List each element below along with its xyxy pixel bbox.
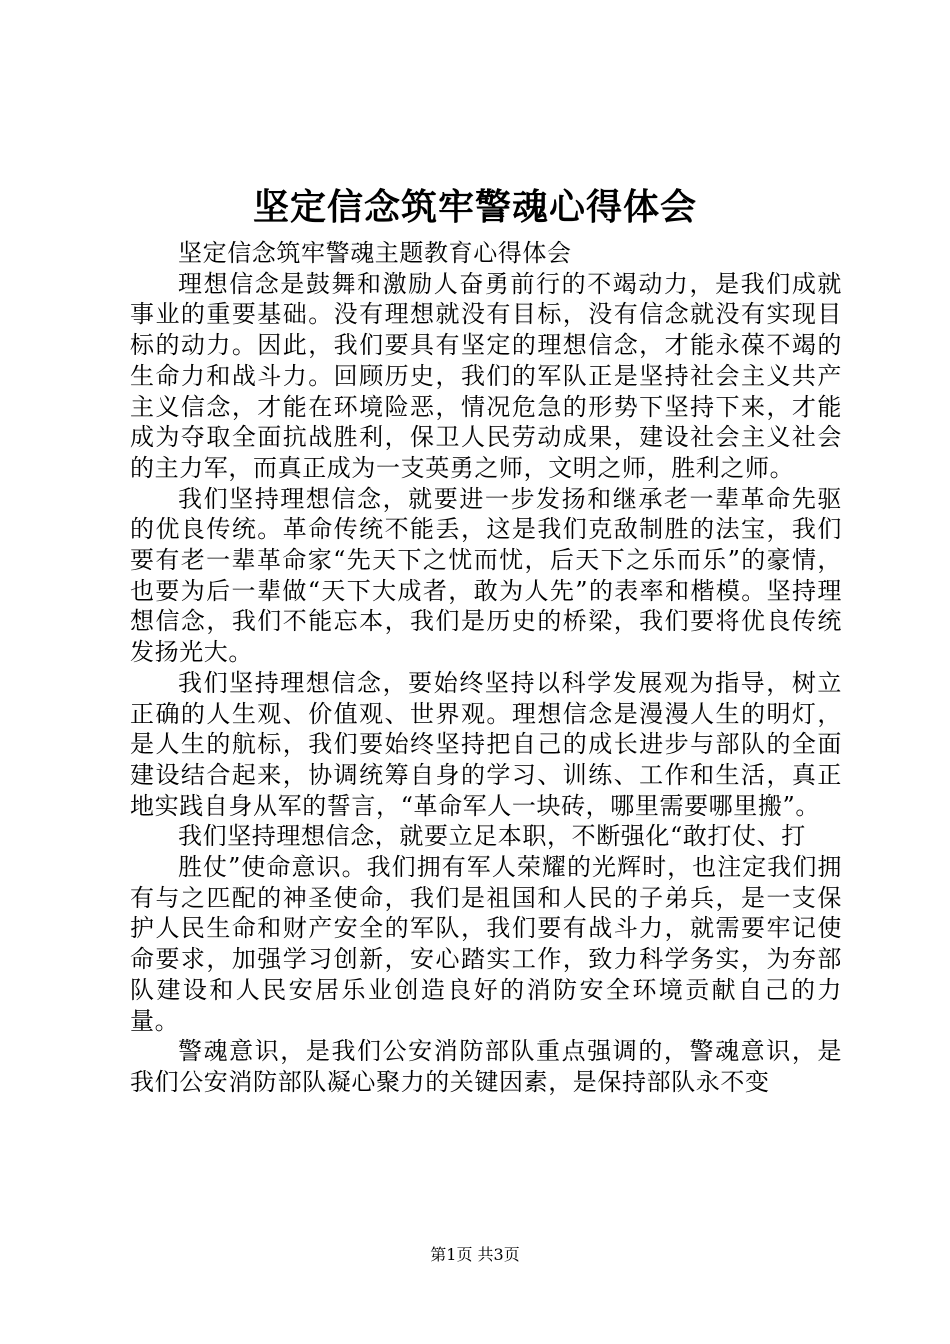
paragraph-subtitle: 坚定信念筑牢警魂主题教育心得体会 [178,239,572,267]
paragraph: 警魂意识，是我们公安消防部队重点强调的，警魂意识，是我们公安消防部队凝心聚力的关键因素，是保持部队永不变 [130,1037,842,1096]
paragraph: 我们坚持理想信念，就要立足本职，不断强化“敢打仗、打 [178,822,806,851]
document-body [130,238,842,1098]
page-footer: 第1页 共3页 [430,1245,520,1264]
paragraph: 我们坚持理想信念，要始终坚持以科学发展观为指导，树立正确的人生观、价值观、世界观。理想信念是漫漫人生的明灯，是人生的航标，我们要始终坚持把自己的成长进步与部队的全面建设结合起来，协调统筹自身的学习、训练、工作和生活，真正地实践自身从军的誓言，“革命军人一块砖，哪里需要哪里搬”。 [130,668,842,820]
paragraph: 我们坚持理想信念，就要进一步发扬和继承老一辈革命先驱的优良传统。革命传统不能丢，这是我们克敌制胜的法宝，我们要有老一辈革命家“先天下之忧而忧，后天下之乐而乐”的豪情，也要为后一辈做“天下大成者，敢为人先”的表率和楷模。坚持理想信念，我们不能忘本，我们是历史的桥梁，我们要将优良传统发扬光大。 [130,484,842,667]
paragraph: 胜仗”使命意识。我们拥有军人荣耀的光辉时，也注定我们拥有与之匹配的神圣使命，我们是祖国和人民的子弟兵，是一支保护人民生命和财产安全的军队，我们要有战斗力，就需要牢记使命要求，加强学习创新，安心踏实工作，致力科学务实，为夯部队建设和人民安居乐业创造良好的消防安全环境贡献自己的力量。 [130,853,842,1035]
paragraph: 理想信念是鼓舞和激励人奋勇前行的不竭动力，是我们成就事业的重要基础。没有理想就没有目标，没有信念就没有实现目标的动力。因此，我们要具有坚定的理想信念，才能永葆不竭的生命力和战斗力。回顾历史，我们的军队正是坚持社会主义共产主义信念，才能在环境险恶，情况危急的形势下坚持下来，才能成为夺取全面抗战胜利，保卫人民劳动成果，建设社会主义社会的主力军，而真正成为一支英勇之师，文明之师，胜利之师。 [130,269,842,482]
page-title: 坚定信念筑牢警魂心得体会 [252,187,697,228]
